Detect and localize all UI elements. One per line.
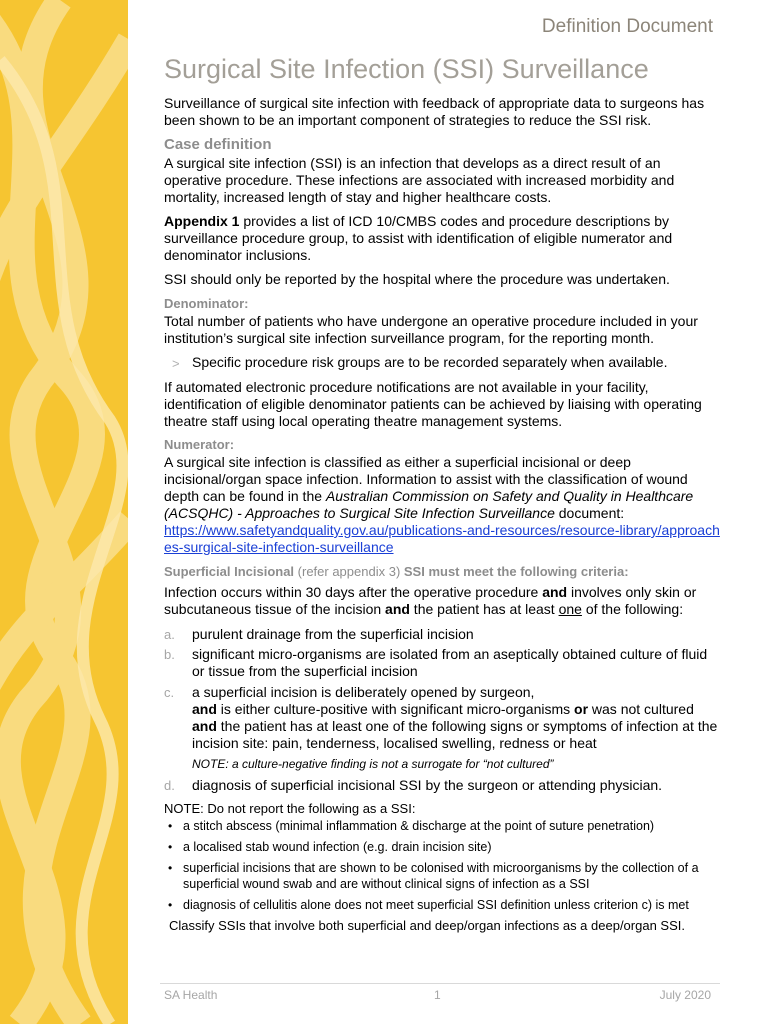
intro-paragraph: Surveillance of surgical site infection with feedback of appropriate data to surgeons has been shown to be an important component of strategies to reduce the SSI risk.	[164, 95, 705, 128]
denominator-bullet-text: Specific procedure risk groups are to be recorded separately when available.	[192, 354, 668, 370]
list-item-line: was not cultured	[588, 701, 694, 717]
superficial-intro-one: one	[558, 601, 582, 617]
list-item-letter: b.	[164, 647, 175, 662]
superficial-heading-criteria: SSI must meet the following criteria:	[403, 564, 629, 579]
footer-page-number: 1	[434, 988, 441, 1002]
superficial-intro-and: and	[542, 584, 568, 600]
list-item: significant micro-organisms are isolated from an aseptically obtained culture of fluid or tissue from the superficial incision	[192, 646, 708, 679]
list-item-line: is either culture-positive with significant micro-organisms	[216, 701, 575, 717]
superficial-heading-title: Superficial Incisional	[164, 564, 295, 579]
footer-org: SA Health	[164, 988, 218, 1002]
acsqhc-link[interactable]: https://www.safetyandquality.gov.au/publications-and-resources/resource-library/approaches-surgical-site-infection-surveillance	[164, 522, 720, 555]
list-item-letter: c.	[164, 685, 175, 700]
superficial-intro-part: Infection occurs within 30 days after the operative procedure	[164, 584, 543, 600]
denominator-automation-paragraph: If automated electronic procedure notifications are not available in your facility, identification of eligible denominator patients can be achieved by liaising with operating theatre staff using local operating theatre management systems.	[164, 379, 702, 429]
bullet-icon: •	[168, 840, 173, 854]
superficial-intro	[164, 584, 720, 618]
acsqhc-reference: Australian Commission on Safety and Quality in Healthcare (ACSQHC) - Approaches to Surgical Site Infection Surveillance	[164, 488, 694, 521]
decorative-side-band	[0, 0, 128, 1024]
appendix-label: Appendix 1	[164, 213, 240, 229]
note-heading: NOTE: Do not report the following as a SSI:	[164, 801, 416, 816]
numerator-text-end: document:	[554, 505, 625, 521]
case-definition-paragraph: A surgical site infection (SSI) is an infection that develops as a direct result of an operative procedure. These infections are associated with increased morbidity and mortality, increased length of stay and higher healthcare costs.	[164, 155, 675, 205]
list-item-line: the patient has at least one of the following signs or symptoms of infection at the incision site: pain, tenderness, localised swelling, redness or heat	[192, 718, 718, 751]
note-item: a localised stab wound infection (e.g. drain incision site)	[183, 840, 492, 854]
numerator-heading: Numerator:	[164, 437, 235, 452]
ribbon-pattern-icon	[0, 0, 128, 1024]
superficial-heading-ref: (refer appendix 3)	[294, 564, 404, 579]
appendix-text: provides a list of ICD 10/CMBS codes and procedure descriptions by surveillance procedure group, to assist with identification of eligible numerator and denominator inclusions.	[164, 213, 673, 263]
arrow-bullet-icon: >	[172, 356, 180, 371]
list-item-or: or	[574, 701, 589, 717]
bullet-icon: •	[168, 861, 173, 875]
bullet-icon: •	[168, 819, 173, 833]
reporting-paragraph: SSI should only be reported by the hospital where the procedure was undertaken.	[164, 271, 670, 287]
list-item-and: and	[192, 718, 217, 734]
note-item: diagnosis of cellulitis alone does not meet superficial SSI definition unless criterion c) is met	[183, 898, 689, 912]
note-item: superficial incisions that are shown to be colonised with microorganisms by the collection of a superficial wound swab and are without clinical signs of infection as a SSI	[183, 861, 699, 891]
denominator-paragraph: Total number of patients who have undergone an operative procedure included in your institution’s surgical site infection surveillance program, for the reporting month.	[164, 313, 698, 346]
superficial-intro-part: involves only skin or subcutaneous tissue of the incision	[164, 584, 697, 617]
bullet-icon: •	[168, 898, 173, 912]
classify-note: Classify SSIs that involve both superficial and deep/organ infections as a deep/organ SSI.	[169, 918, 685, 933]
superficial-intro-and: and	[385, 601, 410, 617]
numerator-text: A surgical site infection is classified as either a superficial incisional or deep incisional/organ space infection. Information to assist with the classification of wound depth can be found in the	[164, 454, 688, 504]
list-item-and: and	[192, 701, 217, 717]
list-item-letter: a.	[164, 627, 175, 642]
numerator-paragraph	[164, 454, 720, 556]
superficial-intro-part: the patient has at least	[409, 601, 559, 617]
footer-date: July 2020	[659, 988, 711, 1002]
list-item: purulent drainage from the superficial incision	[192, 626, 474, 642]
list-item-line: a superficial incision is deliberately opened by surgeon,	[192, 684, 535, 700]
note-item: a stitch abscess (minimal inflammation & discharge at the point of suture penetration)	[183, 819, 655, 833]
denominator-heading: Denominator:	[164, 296, 249, 311]
document-type-label: Definition Document	[541, 16, 713, 37]
footer-divider	[160, 983, 720, 984]
list-item-letter: d.	[164, 778, 175, 793]
superficial-intro-part: of the following:	[581, 601, 684, 617]
appendix-paragraph	[164, 213, 720, 264]
superficial-heading	[164, 564, 629, 579]
page-title: Surgical Site Infection (SSI) Surveillance	[164, 54, 649, 84]
list-item: diagnosis of superficial incisional SSI by the surgeon or attending physician.	[192, 777, 663, 793]
culture-note: NOTE: a culture-negative finding is not a surrogate for “not cultured”	[192, 757, 554, 771]
list-item	[192, 684, 722, 752]
case-definition-heading: Case definition	[164, 136, 272, 153]
